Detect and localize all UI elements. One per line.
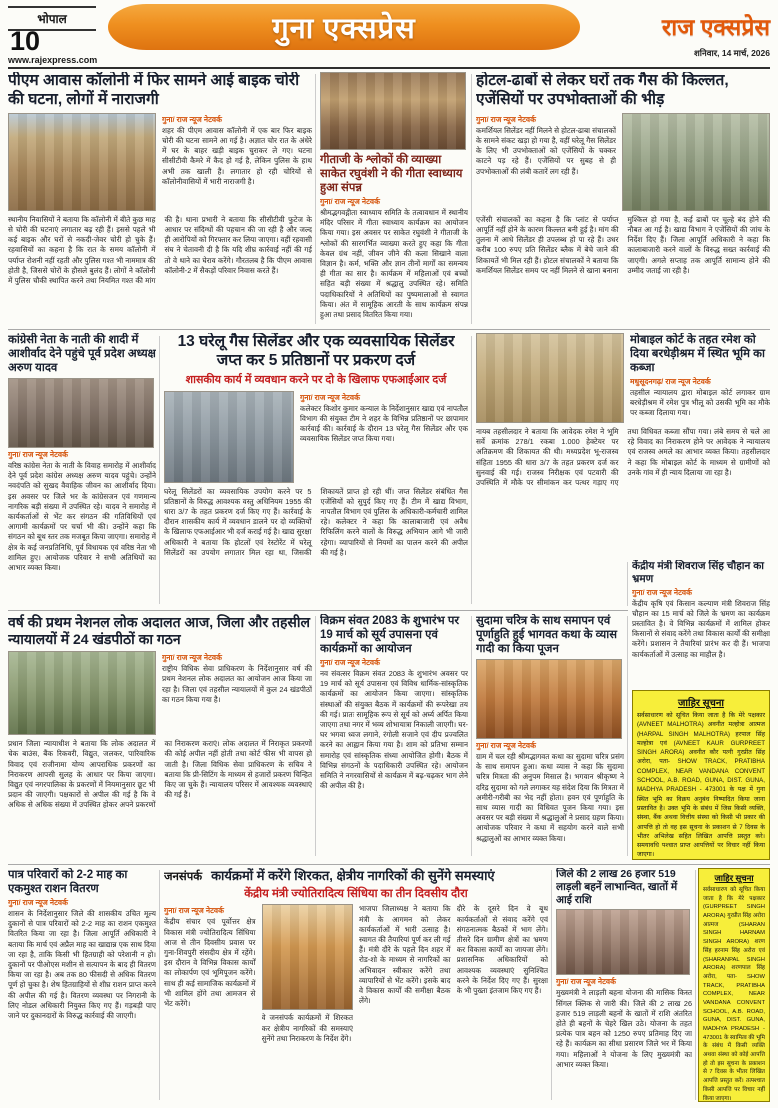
- article-scindia-col3-text: भाजपा जिलाध्यक्ष ने बताया कि मंत्री के आगमन को लेकर कार्यकर्ताओं में भारी उत्साह है। स्वागत की तैयारियां पूर्ण कर ली गई हैं। मंत्री दौरे के पहले दिन शहर में रोड-शो के माध्यम से नागरिकों का अभिवादन स्वीकार करेंगे तथा व्यापारियों से भेंट करेंगे। इसके बाद वे विकास कार्यों की समीक्षा बैठक लेंगे।: [359, 904, 451, 1006]
- article-sudama: [476, 614, 624, 860]
- article-gas-raid: [164, 333, 468, 607]
- article-gas-raid-lead: कलेक्टर किशोर कुमार कन्याल के निर्देशानुसार खाद्य एवं नापतौल विभाग की संयुक्त टीम ने शहर के विभिन्न प्रतिष्ठानों पर छापामार कार्रवाई की। कार्रवाई के दौरान 13 घरेलू गैस सिलेंडर और एक व्यवसायिक सिलेंडर जप्त किया गया।: [300, 403, 468, 444]
- article-lok-adalat-media-row: [8, 651, 312, 735]
- masthead-banner: गुना एक्सप्रेस: [108, 4, 580, 50]
- column-rule: [471, 336, 472, 604]
- article-gas-raid-subhead: शासकीय कार्य में व्यवधान करने पर दो के खिलाफ एफआईआर दर्ज: [185, 373, 447, 386]
- article-vikram-headline: विक्रम संवत 2083 के शुभारंभ पर 19 मार्च को सूर्य उपासना एवं कार्यक्रमों का आयोजन: [320, 615, 460, 656]
- article-lok-adalat-byline: गुना/ राज न्यूज नेटवर्क: [162, 653, 222, 663]
- photo-pm-awas-colony: [8, 113, 156, 211]
- article-scindia-kicker: जनसंपर्क: [164, 871, 203, 883]
- article-scindia-col1-text: केंद्रीय संचार एवं पूर्वोत्तर क्षेत्र विकास मंत्री ज्योतिरादित्य सिंधिया आज से तीन दिवसीय प्रवास पर गुना-शिवपुरी संसदीय क्षेत्र में रहेंगे। इस दौरान वे विभिन्न विकास कार्यों का लोकार्पण एवं भूमिपूजन करेंगे। साथ ही कई सामाजिक कार्यक्रमों में भी शामिल होंगे तथा आमजन से भेंट करेंगे।: [164, 917, 256, 1008]
- article-ration-body: शासन के निर्देशानुसार जिले की शासकीय उचित मूल्य दुकानों से पात्र परिवारों को 2-2 माह का राशन एकमुश्त वितरित किया जा रहा है। जिला आपूर्ति अधिकारी ने बताया कि मार्च एवं अप्रैल माह का खाद्यान्न एक साथ दिया जा रहा है, ताकि किसी भी हितग्राही को परेशानी न हो। दुकानों पर पीओएस मशीन से सत्यापन के बाद ही वितरण किया जा रहा है। अब तक 80 फीसदी से अधिक वितरण पूर्ण हो चुका है। शेष हितग्राहियों से शीघ्र राशन प्राप्त करने की अपील की गई है। वितरण व्यवस्था पर निगरानी के लिए नोडल अधिकारी नियुक्त किए गए हैं। गड़बड़ी पाए जाने पर दुकानदारों के विरुद्ध कार्रवाई की जाएगी।: [8, 909, 156, 1021]
- column-rule: [471, 616, 472, 856]
- article-vikram-body: नव संवत्सर विक्रम संवत 2083 के शुभारंभ अवसर पर 19 मार्च को सूर्य उपासना एवं विविध धार्मिक-सांस्कृतिक कार्यक्रमों का आयोजन किया जाएगा। सांस्कृतिक संस्थाओं की संयुक्त बैठक में कार्यक्रमों की रूपरेखा तय की गई। प्रातः सामूहिक रूप से सूर्य को अर्घ्य अर्पित किया जाएगा तथा नगर में भव्य शोभायात्रा निकाली जाएगी। घर-घर भगवा ध्वज लगाने, रंगोली सजाने एवं दीप प्रज्वलित करने का आह्वान किया गया है। शाम को प्रतिभा सम्मान समारोह एवं सांस्कृतिक संध्या आयोजित होगी। बैठक में विभिन्न संगठनों के पदाधिकारी उपस्थित रहे। आयोजन समिति ने नगरवासियों से कार्यक्रम में बढ़-चढ़कर भाग लेने की अपील की है।: [320, 669, 468, 791]
- article-mobile-court-headline: मोबाइल कोर्ट के तहत रमेश को दिया बरधेड़ीश्रम में स्थित भूमि का कब्जा: [630, 334, 765, 375]
- article-scindia-col4: [457, 904, 549, 1090]
- edition-city: भोपाल: [8, 6, 96, 31]
- article-vikram: [320, 614, 468, 860]
- public-notice-1-body: सर्वसाधारण को सूचित किया जाता है कि मेरे पक्षकार (AVNEET MALHOTRA) अवनीत मल्होत्रा आत्मज (HARPAL SINGH MALHOTRA) हरपाल सिंह मल्होत्रा एवं (AVNEET KAUR GURPREET SINGH ARORA) अवनीत कौर पत्नी गुरप्रीत सिंह अरोरा, पता- SHOW TRACK, PRATIBHA COMPLEX, NEAR VANDANA CONVENT SCHOOL, A.B. ROAD, GUNA, DIST. GUNA, MADHYA PRADESH - 473001 के पक्ष में गुना स्थित भूमि का विक्रय अनुबंध निष्पादित किया जाना प्रस्तावित है। उक्त भूमि के संबंध में जिस किसी व्यक्ति, संस्था, बैंक अथवा वित्तीय संस्था को किसी भी प्रकार की आपत्ति हो तो वह इस सूचना के प्रकाशन से 7 दिवस के भीतर अभिलेख सहित लिखित आपत्ति प्रस्तुत करे। समयावधि पश्चात प्राप्त आपत्तियों पर विचार नहीं किया जाएगा।: [637, 712, 765, 859]
- article-pm-awas-media-row: [8, 113, 312, 211]
- article-shivraj: [632, 560, 770, 686]
- public-notice-1: [632, 690, 770, 860]
- article-gas-raid-headline: 13 घरेलू गैस सिलेंडर और एक व्यवसायिक सिलेंडर जप्त कर 5 प्रतिष्ठानों पर प्रकरण दर्ज: [177, 333, 455, 369]
- article-congress-headline: कांग्रेसी नेता के नाती की शादी में आशीर्वाद देने पहुंचे पूर्व प्रदेश अध्यक्ष अरुण यादव: [8, 334, 156, 375]
- article-mobile-court-body: नायब तहसीलदार ने बताया कि आवेदक रमेश ने भूमि सर्वे क्रमांक 278/1 रकबा 1.000 हेक्टेयर पर अतिक्रमण की शिकायत की थी। मध्यप्रदेश भू-राजस्व संहिता 1955 की धारा 3/7 के तहत प्रकरण दर्ज कर सुनवाई की गई। राजस्व निरीक्षक एवं पटवारी की उपस्थिति में मौके पर सीमांकन कर पत्थर गड़ाए गए तथा विधिवत कब्जा सौंपा गया। लंबे समय से चले आ रहे विवाद का निराकरण होने पर आवेदक ने न्यायालय एवं राजस्व अमले का आभार व्यक्त किया। तहसीलदार ने कहा कि मोबाइल कोर्ट के माध्यम से ग्रामीणों को उनके गांव में ही न्याय दिलाया जा रहा है।: [476, 427, 770, 488]
- article-geeta-body: श्रीमद्भगवद्गीता स्वाध्याय समिति के तत्वावधान में स्थानीय मंदिर परिसर में गीता स्वाध्याय कार्यक्रम का आयोजन किया गया। इस अवसर पर साकेत रघुवंशी ने गीताजी के श्लोकों की सारगर्भित व्याख्या करते हुए कहा कि गीता केवल ग्रंथ नहीं, जीवन जीने की कला सिखाने वाला विज्ञान है। कर्म, भक्ति और ज्ञान तीनों मार्गों का समन्वय ही गीता का सार है। कार्यक्रम में महिलाओं एवं बच्चों सहित बड़ी संख्या में श्रद्धालु उपस्थित रहे। समिति पदाधिकारियों ने अतिथियों का पुष्पमालाओं से स्वागत किया। अंत में सामूहिक आरती के साथ कार्यक्रम संपन्न हुआ तथा प्रसाद वितरित किया गया।: [320, 208, 468, 320]
- section-rule: [8, 864, 770, 865]
- photo-barren-land: [476, 333, 624, 423]
- public-notice-2: [698, 868, 770, 1102]
- article-scindia-col2-text: वे जनसंपर्क कार्यक्रमों में शिरकत कर क्षेत्रीय नागरिकों की समस्याएं सुनेंगे तथा निराकरण के निर्देश देंगे।: [261, 1013, 353, 1043]
- photo-court-event: [8, 651, 156, 735]
- article-pm-awas-headline: पीएम आवास कॉलोनी में फिर सामने आई बाइक चोरी की घटना, लोगों में नाराजगी: [8, 72, 300, 108]
- article-pm-awas: [8, 72, 312, 328]
- article-ladli-headline: जिले की 2 लाख 26 हजार 519 लाड़ली बहनें लाभान्वित, खातों में आई राशि: [556, 868, 678, 906]
- article-shivraj-body: केंद्रीय कृषि एवं किसान कल्याण मंत्री शिवराज सिंह चौहान का 15 मार्च को जिले के भ्रमण का कार्यक्रम प्रस्तावित है। वे विभिन्न कार्यक्रमों में शामिल होकर किसानों से संवाद करेंगे तथा विकास कार्यों की समीक्षा करेंगे। प्रशासन ने तैयारियां प्रारंभ कर दी हैं। भाजपा कार्यकर्ताओं में उत्साह का माहौल है।: [632, 598, 770, 659]
- article-scindia-subhead: केंद्रीय मंत्री ज्योतिरादित्य सिंधिया का तीन दिवसीय दौरा: [244, 888, 468, 900]
- article-mobile-court-byline: मधुसूदनगढ़/ राज न्यूज नेटवर्क: [630, 377, 711, 387]
- article-scindia-col1: [164, 904, 256, 1090]
- column-rule: [695, 870, 696, 1100]
- article-ration: [8, 868, 156, 1102]
- article-ladli-body: मुख्यमंत्री ने लाड़ली बहना योजना की मासिक किस्त सिंगल क्लिक से जारी की। जिले की 2 लाख 26 हजार 519 लाड़ली बहनों के खातों में राशि अंतरित होते ही बहनों के चेहरे खिल उठे। योजना के तहत प्रत्येक पात्र बहन को 1250 रुपए प्रतिमाह दिए जा रहे हैं। कार्यक्रम का सीधा प्रसारण जिले भर में किया गया। महिलाओं ने योजना के लिए मुख्यमंत्री का आभार व्यक्त किया।: [556, 988, 692, 1069]
- article-pm-awas-byline: गुना/ राज न्यूज नेटवर्क: [162, 114, 222, 124]
- column-rule: [471, 74, 472, 324]
- article-scindia-columns: [164, 904, 548, 1090]
- article-geeta: [320, 72, 468, 328]
- article-shivraj-byline: गुना/ राज न्यूज नेटवर्क: [632, 587, 692, 597]
- photo-gas-cylinders: [164, 391, 294, 483]
- photo-bhagwat-katha: [476, 659, 622, 739]
- article-sudama-headline: सुदामा चरित्र के साथ समापन एवं पूर्णाहुति हुई भागवत कथा के व्यास गादी का किया पूजन: [476, 615, 618, 656]
- article-gas-raid-byline: गुना/ राज न्यूज नेटवर्क: [300, 392, 360, 402]
- column-rule: [315, 74, 316, 324]
- article-pm-awas-body: स्थानीय निवासियों ने बताया कि कॉलोनी में बीते कुछ माह से चोरी की घटनाएं लगातार बढ़ रही हैं। इससे पहले भी कई बाइक और घरों से नकदी-जेवर चोरी हो चुके हैं। रहवासियों का कहना है कि रात के समय कॉलोनी में पर्याप्त रोशनी नहीं रहती और पुलिस गश्त भी नाममात्र की होती है, जिससे चोरों के हौसले बुलंद हैं। लोगों ने कॉलोनी में पुलिस चौकी स्थापित करने तथा नियमित गश्त की मांग की है। थाना प्रभारी ने बताया कि सीसीटीवी फुटेज के आधार पर संदिग्धों की पहचान की जा रही है और जल्द ही आरोपियों को गिरफ्तार कर लिया जाएगा। वहीं रहवासी संघ ने चेतावनी दी है कि यदि शीघ्र कार्रवाई नहीं की गई तो वे थाने का घेराव करेंगे। गौरतलब है कि पीएम आवास कॉलोनी-2 में सैकड़ों परिवार निवास करते हैं।: [8, 214, 312, 286]
- article-pm-awas-lead: शहर की पीएम आवास कॉलोनी में एक बार फिर बाइक चोरी की घटना सामने आ गई है। अज्ञात चोर रात के अंधेरे में घर के बाहर खड़ी बाइक चुराकर ले गए। घटना सीसीटीवी कैमरे में कैद हो गई है, लेकिन पुलिस के हाथ अभी तक खाली हैं। लगातार हो रही चोरियों से कॉलोनीवासियों में भारी नाराजगी है।: [162, 125, 312, 186]
- article-lok-adalat-headline: वर्ष की प्रथम नेशनल लोक अदालत आज, जिला और तहसील न्यायालयों में 24 खंडपीठों का गठन: [8, 614, 310, 648]
- photo-geeta-event: [320, 72, 466, 150]
- article-hotel-gas-headline: होटल-ढाबों से लेकर घरों तक गैस की किल्लत, एजेंसियों पर उपभोक्ताओं की भीड़: [476, 72, 729, 108]
- article-scindia-byline: गुना/ राज न्यूज नेटवर्क: [164, 906, 224, 916]
- article-scindia-col2: [262, 904, 354, 1090]
- brand-logo-text: राज एक्सप्रेस: [661, 14, 770, 40]
- article-scindia-head-row: [164, 868, 548, 884]
- column-rule: [159, 870, 160, 1100]
- column-rule: [627, 562, 628, 606]
- article-lok-adalat: [8, 614, 312, 860]
- column-rule: [551, 870, 552, 1100]
- article-gas-raid-lead-col: [300, 391, 468, 483]
- article-hotel-gas-lead: कमर्शियल सिलेंडर नहीं मिलने से होटल-ढाबा संचालकों के सामने संकट खड़ा हो गया है, वहीं घरेलू गैस सिलेंडर के लिए भी उपभोक्ताओं को एजेंसियों के चक्कर काटने पड़ रहे हैं। एजेंसियों पर सुबह से ही उपभोक्ताओं की लंबी कतारें लग रही हैं।: [476, 125, 616, 176]
- article-scindia-col4-text: दौरे के दूसरे दिन वे बूथ कार्यकर्ताओं से संवाद करेंगे एवं संगठनात्मक बैठकों में भाग लेंगे। तीसरे दिन ग्रामीण क्षेत्रों का भ्रमण कर विकास कार्यों का जायजा लेंगे। प्रशासनिक अधिकारियों को आवश्यक व्यवस्थाएं सुनिश्चित करने के निर्देश दिए गए हैं। सुरक्षा के भी पुख्ता इंतजाम किए गए हैं।: [456, 904, 548, 995]
- public-notice-2-body: सर्वसाधारण को सूचित किया जाता है कि मेरे पक्षकार (GURPREET SINGH ARORA) गुरप्रीत सिंह अरोरा आत्मज (SHARAN SINGH HARNAM SINGH ARORA) शरण सिंह हरनाम सिंह अरोरा एवं (SHARANPAL SINGH ARORA) शरणपाल सिंह अरोरा, पता- SHOW TRACK, PRATIBHA COMPLEX, NEAR VANDANA CONVENT SCHOOL, A.B. ROAD, GUNA, DIST. GUNA, MADHYA PRADESH - 473001 के स्वामित्व की भूमि के संबंध में किसी व्यक्ति अथवा संस्था को कोई आपत्ति हो तो इस सूचना के प्रकाशन से 7 दिवस के भीतर लिखित आपत्ति प्रस्तुत करें। तत्पश्चात किसी आपत्ति पर विचार नहीं किया जाएगा।: [703, 887, 765, 1102]
- section-rule: [8, 329, 770, 330]
- article-hotel-gas-body: एजेंसी संचालकों का कहना है कि प्लांट से पर्याप्त आपूर्ति नहीं होने के कारण किल्लत बनी हुई है। मांग की तुलना में आधे सिलेंडर ही उपलब्ध हो पा रहे हैं। उधर करीब 100 रुपए प्रति सिलेंडर ब्लैक में बेचे जाने की शिकायतें भी मिल रही हैं। होटल संचालकों ने बताया कि कमर्शियल सिलेंडर समय पर नहीं मिलने से खाना बनाना मुश्किल हो गया है, कई ढाबों पर चूल्हे बंद होने की नौबत आ गई है। खाद्य विभाग ने एजेंसियों की जांच के निर्देश दिए हैं। जिला आपूर्ति अधिकारी ने कहा कि कालाबाजारी करने वालों के विरुद्ध सख्त कार्रवाई की जाएगी। अगले सप्ताह तक आपूर्ति सामान्य होने की उम्मीद जताई जा रही है।: [476, 214, 770, 275]
- article-hotel-gas-lead-col: [476, 113, 616, 211]
- article-ration-headline: पात्र परिवारों को 2-2 माह का एकमुश्त राशन वितरण: [8, 869, 128, 896]
- article-lok-adalat-body: प्रधान जिला न्यायाधीश ने बताया कि लोक अदालत में चेक बाउंस, बैंक रिकवरी, विद्युत, जलकर, पारिवारिक विवाद एवं राजीनामा योग्य आपराधिक प्रकरणों का निराकरण आपसी सुलह के आधार पर किया जाएगा। विद्युत एवं नगरपालिका के प्रकरणों में नियमानुसार छूट भी प्रदान की जाएगी। पक्षकारों से अपील की गई है कि वे अधिक से अधिक संख्या में उपस्थित होकर अपने प्रकरणों का निराकरण कराएं। लोक अदालत में निराकृत प्रकरणों की कोई अपील नहीं होती तथा कोर्ट फीस भी वापस हो जाती है। जिला विधिक सेवा प्राधिकरण के सचिव ने बताया कि प्री-सिटिंग के माध्यम से हजारों प्रकरण चिन्हित किए जा चुके हैं। न्यायालय परिसर में आवश्यक व्यवस्थाएं की गई हैं।: [8, 739, 312, 810]
- article-sudama-body: ग्राम में चल रही श्रीमद्भागवत कथा का सुदामा चरित्र प्रसंग के साथ समापन हुआ। कथा व्यास ने कहा कि सुदामा चरित्र मित्रता की अनुपम मिसाल है। भगवान श्रीकृष्ण ने दरिद्र सुदामा को गले लगाकर यह संदेश दिया कि मित्रता में अमीरी-गरीबी का भेद नहीं होता। हवन एवं पूर्णाहुति के साथ व्यास गादी का विधिवत पूजन किया गया। इस अवसर पर बड़ी संख्या में श्रद्धालुओं ने प्रसाद ग्रहण किया। आयोजक परिवार ने कथा में सहयोग करने वाले सभी श्रद्धालुओं का आभार व्यक्त किया।: [476, 752, 624, 843]
- article-congress-body: वरिष्ठ कांग्रेस नेता के नाती के विवाह समारोह में आशीर्वाद देने पूर्व प्रदेश कांग्रेस अध्यक्ष अरुण यादव पहुंचे। उन्होंने नवदंपति को सुखद वैवाहिक जीवन का आशीर्वाद दिया। इस अवसर पर जिले भर के कांग्रेसजन एवं गणमान्य नागरिक बड़ी संख्या में उपस्थित रहे। यादव ने समारोह में कार्यकर्ताओं से भेंट कर संगठन की गतिविधियों एवं आगामी कार्यक्रमों पर चर्चा भी की। उन्होंने कहा कि संगठन को बूथ स्तर तक मजबूत किया जाएगा। समारोह में क्षेत्र के कई जनप्रतिनिधि, पूर्व विधायक एवं वरिष्ठ नेता भी शामिल हुए। आयोजक परिवार ने सभी अतिथियों का आभार व्यक्त किया।: [8, 461, 156, 573]
- article-lok-adalat-lead-col: [162, 651, 312, 735]
- photo-ladli-behna-event: [556, 909, 690, 975]
- article-congress-byline: गुना/ राज न्यूज नेटवर्क: [8, 450, 68, 460]
- article-gas-raid-body: घरेलू सिलेंडरों का व्यवसायिक उपयोग करने पर 5 प्रतिष्ठानों के विरुद्ध आवश्यक वस्तु अधिनियम 1955 की धारा 3/7 के तहत प्रकरण दर्ज किए गए हैं। कार्रवाई के दौरान शासकीय कार्य में व्यवधान डालने पर दो व्यक्तियों के खिलाफ एफआईआर भी दर्ज कराई गई है। खाद्य सुरक्षा अधिकारी ने बताया कि होटलों एवं रेस्टोरेंट में घरेलू सिलेंडरों का उपयोग लगातार मिल रहा था, जिसकी शिकायतें प्राप्त हो रही थीं। जप्त सिलेंडर संबंधित गैस एजेंसियों को सुपुर्द किए गए हैं। टीम में खाद्य विभाग, नापतौल विभाग एवं पुलिस के अधिकारी-कर्मचारी शामिल रहे। कलेक्टर ने कहा कि कालाबाजारी एवं अवैध रिफिलिंग करने वालों के विरुद्ध अभियान आगे भी जारी रहेगा। व्यापारियों से नियमों का पालन करने की अपील की गई है।: [164, 486, 468, 557]
- article-geeta-headline: गीताजी के श्लोकों की व्याख्या साकेत रघुवंशी ने की गीता स्वाध्याय हुआ संपन्न: [320, 154, 463, 195]
- article-scindia: [164, 868, 548, 1102]
- article-hotel-gas-media-row: [476, 113, 770, 211]
- article-scindia-headline: कार्यक्रमों में करेंगे शिरकत, क्षेत्रीय नागरिकों की सुनेंगे समस्याएं: [211, 868, 495, 883]
- article-mobile-court: [476, 333, 770, 558]
- article-shivraj-headline: केंद्रीय मंत्री शिवराज सिंह चौहान का भ्रमण: [632, 560, 765, 585]
- article-gas-raid-media-row: [164, 391, 468, 483]
- section-rule: [8, 610, 628, 611]
- photo-wedding-group: [8, 378, 154, 448]
- photo-gas-agency-crowd: [622, 113, 770, 211]
- article-geeta-byline: गुना/ राज न्यूज नेटवर्क: [320, 197, 380, 207]
- article-sudama-byline: गुना/ राज न्यूज नेटवर्क: [476, 741, 536, 751]
- column-rule: [159, 336, 160, 604]
- photo-scindia-portrait: [262, 904, 354, 1010]
- article-mobile-court-head-col: [630, 333, 770, 423]
- article-ration-byline: गुना/ राज न्यूज नेटवर्क: [8, 898, 68, 908]
- article-pm-awas-lead-col: [162, 113, 312, 211]
- public-notice-1-title: जाहिर सूचना: [677, 698, 725, 709]
- public-notice-2-title: जाहिर सूचना: [714, 873, 754, 883]
- article-congress: [8, 333, 156, 607]
- article-hotel-gas-byline: गुना/ राज न्यूज नेटवर्क: [476, 114, 536, 124]
- article-ladli: [556, 868, 692, 1102]
- column-rule: [315, 616, 316, 856]
- article-ladli-byline: गुना/ राज न्यूज नेटवर्क: [556, 977, 616, 987]
- website-url: www.rajexpress.com: [8, 55, 98, 65]
- article-vikram-byline: गुना/ राज न्यूज नेटवर्क: [320, 658, 380, 668]
- article-hotel-gas: [476, 72, 770, 324]
- article-scindia-col3: [359, 904, 451, 1090]
- article-mobile-court-media-row: [476, 333, 770, 423]
- article-mobile-court-lead: तहसील न्यायालय द्वारा मोबाइल कोर्ट लगाकर ग्राम बरधेड़ीश्रम में रमेश पुत्र भीलू को उसकी भूमि का मौके पर कब्जा दिलाया गया।: [630, 388, 770, 418]
- date-line: शनिवार, 14 मार्च, 2026: [694, 48, 770, 58]
- header-rule: [8, 67, 770, 69]
- page-number: 10: [10, 26, 41, 56]
- article-lok-adalat-lead: राष्ट्रीय विधिक सेवा प्राधिकरण के निर्देशानुसार वर्ष की प्रथम नेशनल लोक अदालत का आयोजन आज किया जा रहा है। जिला एवं तहसील न्यायालयों में कुल 24 खंडपीठों का गठन किया गया है।: [162, 664, 312, 704]
- column-rule: [627, 616, 628, 856]
